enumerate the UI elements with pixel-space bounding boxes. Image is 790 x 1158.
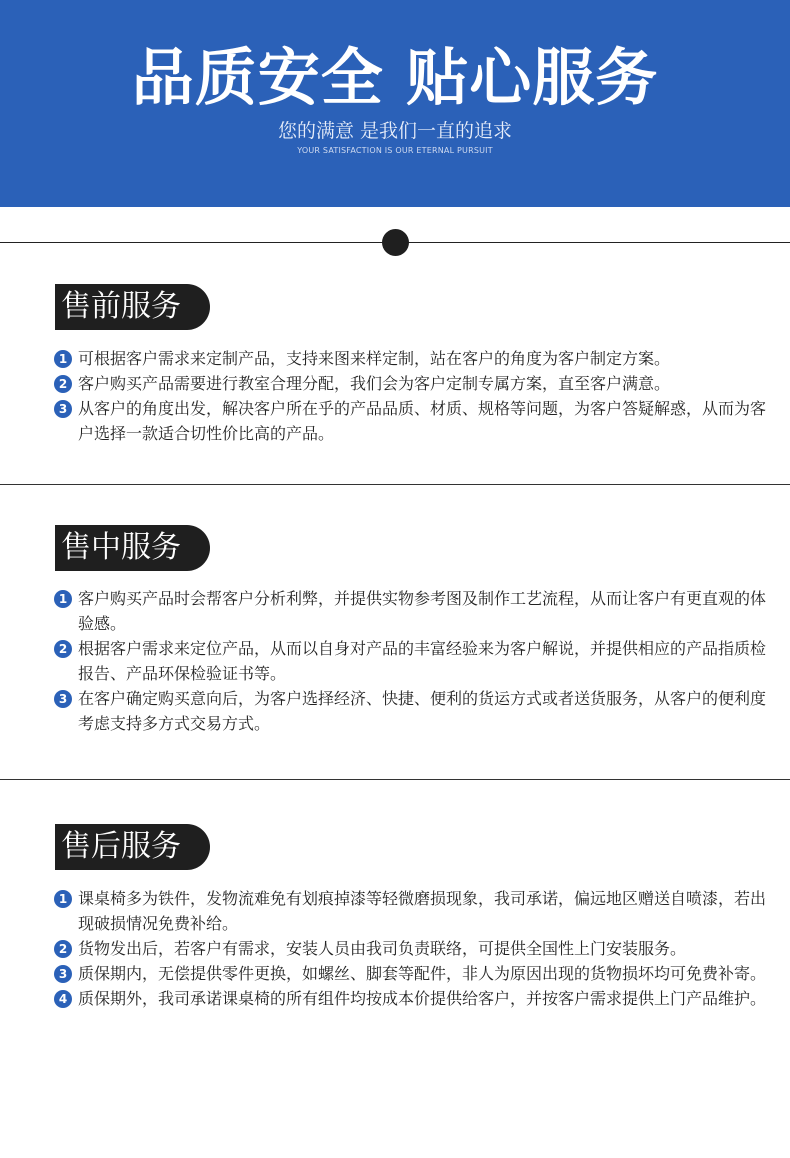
header-banner bbox=[0, 0, 790, 207]
insale-list bbox=[54, 586, 766, 736]
number-3-icon: 3 bbox=[54, 400, 72, 418]
list-item bbox=[54, 396, 766, 446]
banner-subtitle: 您的满意 是我们一直的追求 bbox=[277, 120, 513, 142]
item-text: 质保期外，我司承诺课桌椅的所有组件均按成本价提供给客户，并按客户需求提供上门产品维护。 bbox=[78, 989, 767, 1008]
section-tag-insale bbox=[55, 525, 210, 571]
number-1-icon: 1 bbox=[54, 590, 72, 608]
list-item bbox=[54, 886, 766, 936]
tag-cap bbox=[187, 284, 210, 330]
number-3-icon: 3 bbox=[54, 690, 72, 708]
section-tag-aftersale bbox=[55, 824, 210, 870]
banner-title: 品质安全 贴心服务 bbox=[131, 41, 659, 114]
item-text: 客户购买产品需要进行教室合理分配，我们会为客户定制专属方案，直至客户满意。 bbox=[78, 374, 671, 393]
list-item bbox=[54, 961, 766, 986]
item-text: 在客户确定购买意向后，为客户选择经济、快捷、便利的货运方式或者送货服务，从客户的便利度考虑支持多方式交易方式。 bbox=[78, 689, 767, 733]
number-3-icon: 3 bbox=[54, 965, 72, 983]
list-item bbox=[54, 636, 766, 686]
section-tag-presale bbox=[55, 284, 210, 330]
list-item bbox=[54, 371, 766, 396]
item-text: 客户购买产品时会帮客户分析利弊，并提供实物参考图及制作工艺流程，从而让客户有更直观的体验感。 bbox=[78, 589, 767, 633]
number-2-icon: 2 bbox=[54, 940, 72, 958]
section-title: 售前服务 bbox=[55, 284, 187, 330]
list-item bbox=[54, 986, 766, 1011]
section-divider bbox=[0, 484, 790, 485]
number-1-icon: 1 bbox=[54, 890, 72, 908]
tag-cap bbox=[187, 824, 210, 870]
item-text: 可根据客户需求来定制产品，支持来图来样定制，站在客户的角度为客户制定方案。 bbox=[78, 349, 671, 368]
number-2-icon: 2 bbox=[54, 375, 72, 393]
aftersale-list bbox=[54, 886, 766, 1011]
item-text: 根据客户需求来定位产品，从而以自身对产品的丰富经验来为客户解说，并提供相应的产品指质检报告、产品环保检验证书等。 bbox=[78, 639, 767, 683]
item-text: 质保期内，无偿提供零件更换，如螺丝、脚套等配件，非人为原因出现的货物损坏均可免费补寄。 bbox=[78, 964, 767, 983]
section-title: 售中服务 bbox=[55, 525, 187, 571]
section-title: 售后服务 bbox=[55, 824, 187, 870]
item-text: 货物发出后，若客户有需求，安装人员由我司负责联络，可提供全国性上门安装服务。 bbox=[78, 939, 687, 958]
banner-subtitle-en: YOUR SATISFACTION IS OUR ETERNAL PURSUIT bbox=[297, 146, 493, 155]
list-item bbox=[54, 346, 766, 371]
tag-cap bbox=[187, 525, 210, 571]
number-2-icon: 2 bbox=[54, 640, 72, 658]
list-item bbox=[54, 936, 766, 961]
list-item bbox=[54, 686, 766, 736]
list-item bbox=[54, 586, 766, 636]
item-text: 从客户的角度出发，解决客户所在乎的产品品质、材质、规格等问题，为客户答疑解惑，从而为客户选择一款适合切性价比高的产品。 bbox=[78, 399, 767, 443]
item-text: 课桌椅多为铁件，发物流难免有划痕掉漆等轻微磨损现象，我司承诺，偏远地区赠送自喷漆，若出现破损情况免费补给。 bbox=[78, 889, 767, 933]
presale-list bbox=[54, 346, 766, 446]
number-4-icon: 4 bbox=[54, 990, 72, 1008]
section-divider bbox=[0, 779, 790, 780]
number-1-icon: 1 bbox=[54, 350, 72, 368]
divider-dot-icon bbox=[382, 229, 409, 256]
